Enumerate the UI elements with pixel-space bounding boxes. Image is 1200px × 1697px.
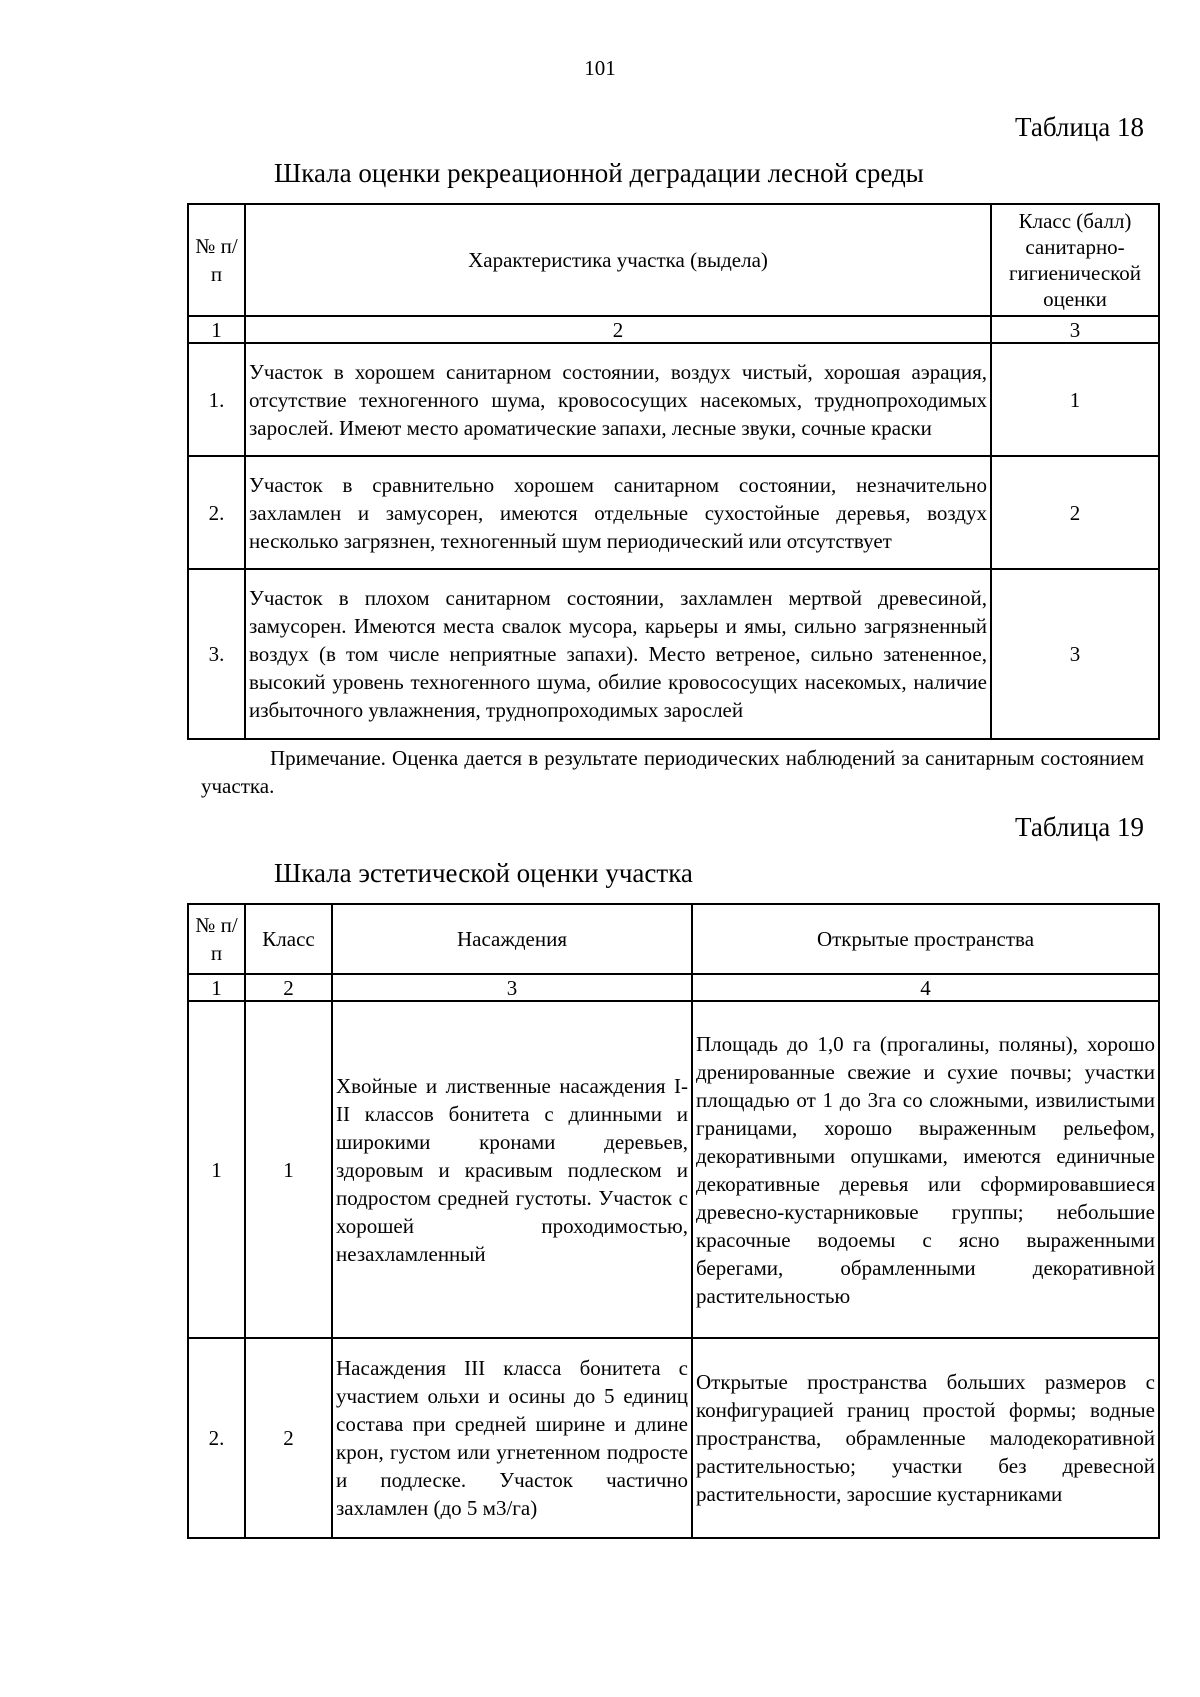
index-cell: 2: [245, 974, 332, 1001]
index-cell: 1: [188, 316, 245, 343]
row-class: 1: [245, 1001, 332, 1338]
header-characteristic: Характеристика участка (выдела): [245, 204, 991, 316]
row-plantings: Насаждения III класса бонитета с участием ольхи и осины до 5 единиц состава при средней ширине и длине крон, густом или угнетенном подросте и подлеске. Участок частично захламлен (до 5 м3/га): [332, 1338, 692, 1538]
header-open-spaces: Открытые пространства: [692, 904, 1159, 974]
index-cell: 2: [245, 316, 991, 343]
row-class: 2: [245, 1338, 332, 1538]
table-row: [188, 1338, 1159, 1538]
table-row: [188, 1001, 1159, 1338]
row-num: 2.: [188, 456, 245, 569]
row-characteristic: Участок в сравнительно хорошем санитарном состоянии, незначительно захламлен и замусорен, имеются отдельные сухостойные деревья, воздух несколько загрязнен, техногенный шум периодический или отсутствует: [245, 456, 991, 569]
row-plantings: Хвойные и лиственные насаждения I-II классов бонитета с длинными и широкими кронами деревьев, здоровым и красивым подлеском и подростом средней густоты. Участок с хорошей проходимостью, незахламленный: [332, 1001, 692, 1338]
row-num: 2.: [188, 1338, 245, 1538]
row-num: 1.: [188, 343, 245, 456]
row-open-spaces: Площадь до 1,0 га (прогалины, поляны), хорошо дренированные свежие и сухие почвы; участки площадью от 1 до 3га со сложными, извилистыми границами, хорошо выраженным рельефом, декоративными опушками, имеются единичные декоративные деревья или сформировавшиеся древесно-кустарниковые группы; небольшие красочные водоемы с ясно выраженными берегами, обрамленными декоративной растительностью: [692, 1001, 1159, 1338]
header-plantings: Насаждения: [332, 904, 692, 974]
table-19-label: Таблица 19: [1015, 812, 1144, 842]
table-18-title: Шкала оценки рекреационной деградации лесной среды: [274, 158, 924, 188]
row-num: 3.: [188, 569, 245, 739]
index-cell: 4: [692, 974, 1159, 1001]
header-num: № п/п: [188, 204, 245, 316]
index-cell: 3: [991, 316, 1159, 343]
header-class-score: Класс (балл) санитарно-гигиенической оценки: [991, 204, 1159, 316]
table-19-header-row: [188, 904, 1159, 974]
row-score: 2: [991, 456, 1159, 569]
row-characteristic: Участок в хорошем санитарном состоянии, воздух чистый, хорошая аэрация, отсутствие техногенного шума, кровососущих насекомых, труднопроходимых зарослей. Имеют место ароматические запахи, лесные звуки, сочные краски: [245, 343, 991, 456]
table-18-index-row: [188, 316, 1159, 343]
row-score: 1: [991, 343, 1159, 456]
table-18-note: Примечание. Оценка дается в результате периодических наблюдений за санитарным состоянием участка.: [201, 746, 1144, 798]
table-row: [188, 343, 1159, 456]
table-19-title: Шкала эстетической оценки участка: [274, 858, 693, 888]
table-row: [188, 569, 1159, 739]
table-19: [187, 903, 1160, 1539]
row-open-spaces: Открытые пространства больших размеров с конфигурацией границ простой формы; водные пространства, обрамленные малодекоративной растительностью; участки без древесной растительности, заросшие кустарниками: [692, 1338, 1159, 1538]
table-18-header-row: [188, 204, 1159, 316]
table-18: [187, 203, 1160, 740]
row-num: 1: [188, 1001, 245, 1338]
table-row: [188, 456, 1159, 569]
row-score: 3: [991, 569, 1159, 739]
header-class: Класс: [245, 904, 332, 974]
row-characteristic: Участок в плохом санитарном состоянии, захламлен мертвой древесиной, замусорен. Имеются места свалок мусора, карьеры и ямы, сильно загрязненный воздух (в том числе неприятные запахи). Место ветреное, сильно затененное, высокий уровень техногенного шума, обилие кровососущих насекомых, наличие избыточного увлажнения, труднопроходимых зарослей: [245, 569, 991, 739]
index-cell: 1: [188, 974, 245, 1001]
page-number: 101: [584, 56, 616, 80]
index-cell: 3: [332, 974, 692, 1001]
table-19-index-row: [188, 974, 1159, 1001]
table-18-label: Таблица 18: [1015, 112, 1144, 142]
header-num: № п/п: [188, 904, 245, 974]
